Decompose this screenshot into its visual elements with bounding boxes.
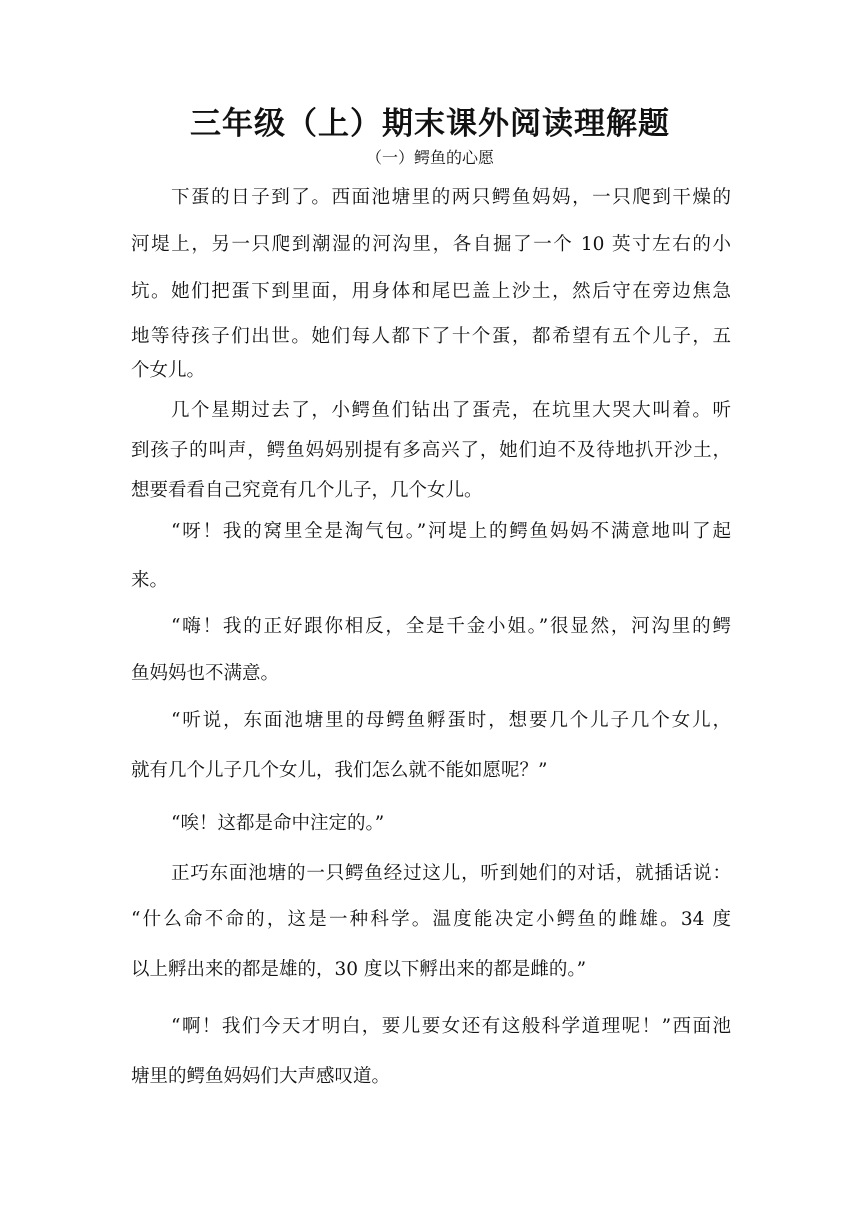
text-line: 想要看看自己究竟有几个儿子，几个女儿。 <box>131 480 483 501</box>
text-line: “呀！我的窝里全是淘气包。”河堤上的鳄鱼妈妈不满意地叫了起 <box>171 521 731 542</box>
text-line: 个女儿。 <box>131 360 206 381</box>
text-line: 正巧东面池塘的一只鳄鱼经过这儿，听到她们的对话，就插话说： <box>171 863 731 884</box>
text-line: 几个星期过去了，小鳄鱼们钻出了蛋壳，在坑里大哭大叫着。听 <box>171 400 731 421</box>
text-line: 来。 <box>131 570 169 591</box>
text-line: 鱼妈妈也不满意。 <box>131 663 280 684</box>
text-line: “听说，东面池塘里的母鳄鱼孵蛋时，想要几个儿子几个女儿， <box>171 710 731 731</box>
text-line: 河堤上，另一只爬到潮湿的河沟里，各自掘了一个 10 英寸左右的小 <box>131 234 731 255</box>
text-line: 地等待孩子们出世。她们每人都下了十个蛋，都希望有五个儿子，五 <box>131 326 731 347</box>
text-line: “嗨！我的正好跟你相反，全是千金小姐。”很显然，河沟里的鳄 <box>171 616 731 637</box>
text-line: 到孩子的叫声，鳄鱼妈妈别提有多高兴了，她们迫不及待地扒开沙土， <box>131 440 731 461</box>
text-line: 就有几个儿子几个女儿，我们怎么就不能如愿呢？” <box>131 760 548 781</box>
text-line: “什么命不命的，这是一种科学。温度能决定小鳄鱼的雌雄。34 度 <box>131 909 731 930</box>
text-line: “啊！我们今天才明白，要儿要女还有这般科学道理呢！”西面池 <box>171 1016 731 1037</box>
story-subtitle: （一）鳄鱼的心愿 <box>365 148 494 167</box>
text-line: 以上孵出来的都是雄的，30 度以下孵出来的都是雌的。” <box>131 959 587 980</box>
text-line: 坑。她们把蛋下到里面，用身体和尾巴盖上沙土，然后守在旁边焦急 <box>131 281 731 302</box>
page-title: 三年级（上）期末课外阅读理解题 <box>190 106 670 142</box>
text-line: 塘里的鳄鱼妈妈们大声感叹道。 <box>131 1066 391 1087</box>
text-line: “唉！这都是命中注定的。” <box>171 813 385 834</box>
text-line: 下蛋的日子到了。西面池塘里的两只鳄鱼妈妈，一只爬到干燥的 <box>171 187 731 208</box>
